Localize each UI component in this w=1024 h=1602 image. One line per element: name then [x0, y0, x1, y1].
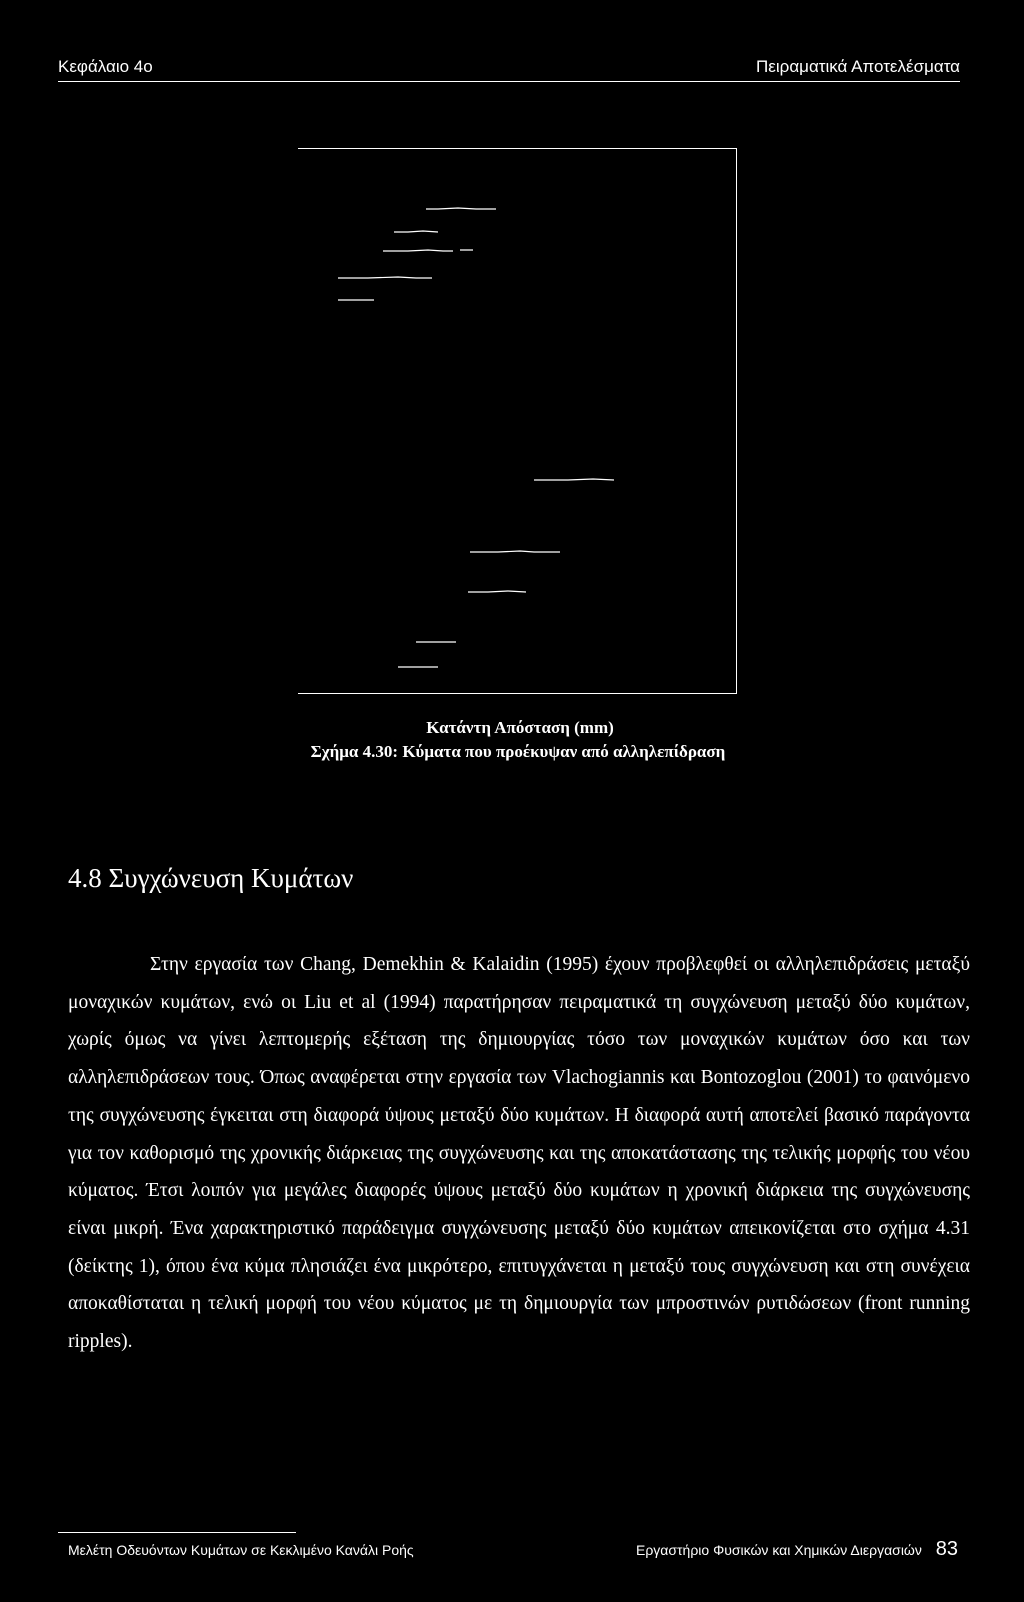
wave-trace: [394, 231, 438, 232]
page-number: 83: [935, 1538, 958, 1560]
wave-trace: [426, 208, 496, 209]
wave-trace: [534, 479, 614, 480]
wave-trace: [470, 551, 560, 552]
footer-rule: [58, 1532, 296, 1533]
figure-axis-label: Κατάντη Απόσταση (mm): [426, 718, 614, 737]
header-rule: [58, 81, 960, 82]
footer-right-group: [636, 1538, 958, 1561]
page-footer: [68, 1538, 958, 1561]
chapter-label: Κεφάλαιο 4ο: [58, 57, 153, 76]
figure-caption: Σχήμα 4.30: Κύματα που προέκυψαν από αλληλεπίδραση: [310, 742, 726, 761]
wave-traces-plot: [298, 148, 738, 694]
footer-title: Μελέτη Οδευόντων Κυμάτων σε Κεκλιμένο Κανάλι Ροής: [68, 1542, 414, 1558]
wave-trace: [468, 591, 526, 592]
section-title: 4.8 Συγχώνευση Κυμάτων: [68, 863, 354, 893]
section-label: Πειραματικά Αποτελέσματα: [756, 57, 960, 76]
wave-trace: [338, 277, 432, 278]
wave-trace: [383, 250, 473, 251]
page-header: [58, 56, 960, 78]
footer-lab: Εργαστήριο Φυσικών και Χημικών Διεργασιών: [635, 1542, 922, 1558]
body-paragraph: Στην εργασία των Chang, Demekhin & Kalaidin (1995) έχουν προβλεφθεί οι αλληλεπιδράσεις μεταξύ μοναχικών κυμάτων, ενώ οι Liu et al (1994) παρατήρησαν πειραματικά τη συγχώνευση μεταξύ δύο κυμάτων, χωρίς όμως να γίνει λεπτομερής εξέταση της δημιουργίας τόσο των μοναχικών κυμάτων όσο και των αλληλεπιδράσεων τους. Όπως αναφέρεται στην εργασία των Vlachogiannis και Bontozoglou (2001) το φαινόμενο της συγχώνευσης έγκειται στη διαφορά ύψους μεταξύ δύο κυμάτων. Η διαφορά αυτή αποτελεί βασικό παράγοντα για τον καθορισμό της χρονικής διάρκειας της συγχώνευσης και της αποκατάστασης της τελικής μορφής του νέου κύματος. Έτσι λοιπόν για μεγάλες διαφορές ύψους μεταξύ δύο κυμάτων η χρονική διάρκεια της συγχώνευσης είναι μικρή. Ένα χαρακτηριστικό παράδειγμα συγχώνευσης μεταξύ δύο κυμάτων απεικονίζεται στο σχήμα 4.31 (δείκτης 1), όπου ένα κύμα πλησιάζει ένα μικρότερο, επιτυγχάνεται η μεταξύ τους συγχώνευση και στη συνέχεια αποκαθίσταται η τελική μορφή του νέου κύματος με τη δημιουργία των μπροστινών ρυτιδώσεων (front running ripples).: [68, 954, 970, 1353]
